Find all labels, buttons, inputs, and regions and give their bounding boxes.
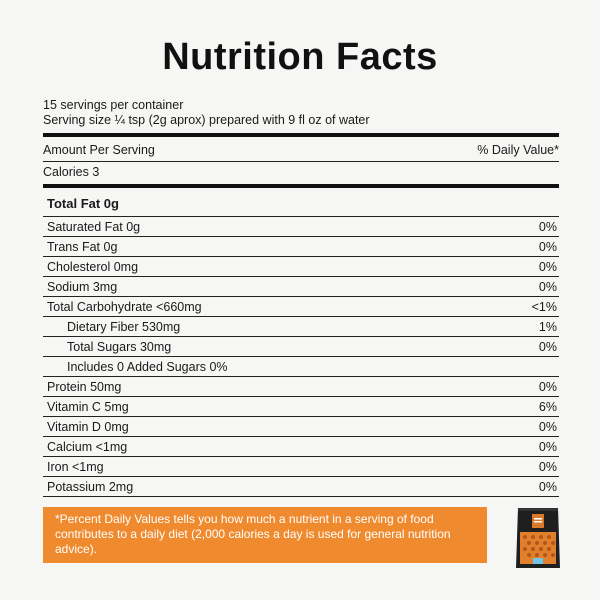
nutrient-row xyxy=(43,316,559,336)
nutrient-row xyxy=(43,416,559,436)
thick-divider-top xyxy=(43,133,559,137)
total-fat-label: Total Fat 0g xyxy=(47,196,119,211)
nutrient-table xyxy=(43,216,559,497)
nutrient-label: Trans Fat 0g xyxy=(47,239,118,254)
daily-value-header: % Daily Value* xyxy=(477,143,559,157)
nutrient-label: Vitamin D 0mg xyxy=(47,419,129,434)
nutrient-daily-value: 0% xyxy=(538,479,557,494)
nutrient-daily-value: 1% xyxy=(538,319,557,334)
nutrient-daily-value: 0% xyxy=(538,239,557,254)
serving-size: Serving size ¼ tsp (2g aprox) prepared with 9 fl oz of water xyxy=(43,113,370,127)
nutrient-row xyxy=(43,256,559,276)
nutrient-label: Sodium 3mg xyxy=(47,279,118,294)
nutrient-daily-value: 6% xyxy=(538,399,557,414)
nutrient-label: Protein 50mg xyxy=(47,379,122,394)
nutrient-daily-value: 0% xyxy=(538,419,557,434)
nutrient-daily-value: 0% xyxy=(538,259,557,274)
nutrient-daily-value: 0% xyxy=(538,459,557,474)
nutrient-row xyxy=(43,436,559,456)
nutrient-row xyxy=(43,236,559,256)
serving-info xyxy=(43,98,370,128)
nutrient-row xyxy=(43,296,559,316)
nutrient-label: Calcium <1mg xyxy=(47,439,128,454)
nutrient-daily-value: <1% xyxy=(531,299,557,314)
nutrient-label: Saturated Fat 0g xyxy=(47,219,141,234)
amount-per-serving-label: Amount Per Serving xyxy=(43,143,155,157)
nutrient-daily-value: 0% xyxy=(538,279,557,294)
thick-divider-middle xyxy=(43,184,559,188)
nutrient-daily-value: 0% xyxy=(538,379,557,394)
calories-label: Calories 3 xyxy=(43,165,100,179)
nutrient-row xyxy=(43,356,559,376)
nutrient-row xyxy=(43,376,559,396)
nutrient-label: Iron <1mg xyxy=(47,459,104,474)
product-package-image xyxy=(514,502,562,570)
nutrient-label: Cholesterol 0mg xyxy=(47,259,139,274)
divider-calories xyxy=(43,161,559,162)
nutrient-label: Vitamin C 5mg xyxy=(47,399,129,414)
nutrient-row xyxy=(43,456,559,476)
amount-header xyxy=(43,143,559,157)
nutrient-row xyxy=(43,336,559,356)
nutrient-label: Potassium 2mg xyxy=(47,479,134,494)
nutrient-label: Total Carbohydrate <660mg xyxy=(47,299,202,314)
page-title: Nutrition Facts xyxy=(162,36,438,78)
nutrient-row xyxy=(43,396,559,416)
nutrient-label: Includes 0 Added Sugars 0% xyxy=(67,359,228,374)
nutrient-daily-value: 0% xyxy=(538,439,557,454)
nutrient-row xyxy=(43,216,559,236)
nutrient-row xyxy=(43,276,559,296)
daily-value-footnote: *Percent Daily Values tells you how much a nutrient in a serving of food contributes to a daily diet (2,000 calories a day is used for general nutrition advice). xyxy=(43,507,487,563)
nutrient-label: Total Sugars 30mg xyxy=(67,339,172,354)
nutrient-daily-value: 0% xyxy=(538,339,557,354)
nutrient-row xyxy=(43,476,559,497)
nutrient-label: Dietary Fiber 530mg xyxy=(67,319,181,334)
nutrient-daily-value: 0% xyxy=(538,219,557,234)
servings-per-container: 15 servings per container xyxy=(43,98,184,112)
